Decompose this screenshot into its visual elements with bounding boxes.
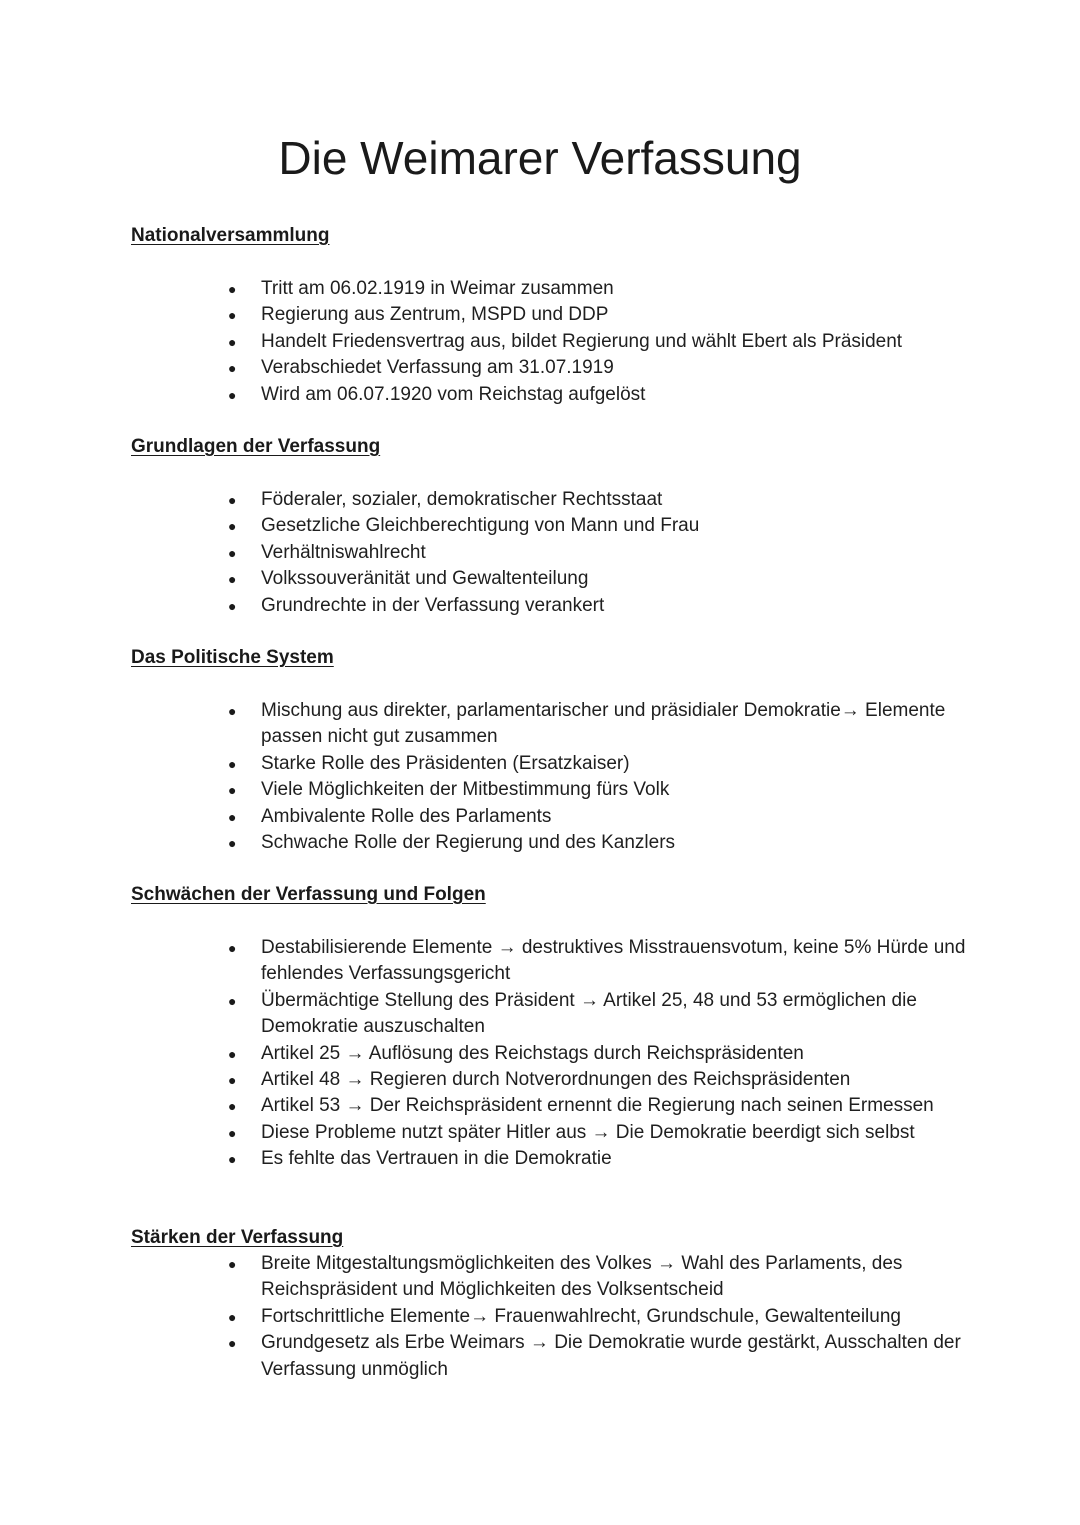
list-item: ● Diese Probleme nutzt später Hitler aus → Die Demokratie beerdigt sich selbst [226, 1120, 966, 1146]
bullet-icon: ● [228, 1308, 237, 1325]
list-item: ● Grundgesetz als Erbe Weimars → Die Demokratie wurde gestärkt, Ausschalten der Verfassung unmöglich [228, 1332, 961, 1380]
bullet-icon: ● [228, 597, 237, 614]
list-item: ● Verabschiedet Verfassung am 31.07.1919 [226, 355, 966, 381]
list-item: ● Breite Mitgestaltungsmöglichkeiten des Volkes → Wahl des Parlaments, des Reichspräsident und Möglichkeiten des Volksentscheid [228, 1253, 903, 1301]
bullet-icon: ● [228, 703, 237, 719]
list-item: ● Regierung aus Zentrum, MSPD und DDP [226, 302, 966, 328]
section-heading-schwaechen: Schwächen der Verfassung und Folgen [131, 884, 486, 905]
bullet-icon: ● [228, 1072, 237, 1089]
bullet-icon: ● [228, 782, 237, 799]
list-item: ● Artikel 25 → Auflösung des Reichstags durch Reichspräsidenten [226, 1041, 966, 1067]
bullet-list-staerken [226, 1251, 966, 1383]
list-item: ● Destabilisierende Elemente → destruktives Misstrauensvotum, keine 5% Hürde und fehlendes Verfassungsgericht [228, 937, 966, 985]
list-item: ● Wird am 06.07.1920 vom Reichstag aufgelöst [226, 382, 966, 408]
section-heading-staerken: Stärken der Verfassung [131, 1227, 344, 1248]
bullet-icon: ● [228, 1151, 237, 1168]
list-item: ● Es fehlte das Vertrauen in die Demokratie [226, 1146, 966, 1172]
list-item: ● Ambivalente Rolle des Parlaments [226, 804, 966, 830]
document-title: Die Weimarer Verfassung [278, 132, 802, 184]
bullet-list-schwaechen [226, 935, 966, 1173]
bullet-list-nationalversammlung [226, 276, 966, 408]
bullet-list-grundlagen [226, 487, 966, 619]
bullet-icon: ● [228, 835, 237, 852]
list-item: ● Artikel 48 → Regieren durch Notverordnungen des Reichspräsidenten [226, 1067, 966, 1093]
bullet-icon: ● [228, 1124, 237, 1141]
bullet-icon: ● [228, 755, 237, 772]
list-item: ● Mischung aus direkter, parlamentarischer und präsidialer Demokratie→ Elemente passen nicht gut zusammen [228, 700, 946, 748]
bullet-icon: ● [228, 1256, 237, 1272]
list-item: ● Tritt am 06.02.1919 in Weimar zusammen [226, 276, 966, 302]
bullet-icon: ● [228, 518, 237, 535]
section-heading-politisches-system: Das Politische System [131, 647, 334, 668]
bullet-icon: ● [228, 307, 237, 324]
bullet-icon: ● [228, 386, 237, 403]
section-heading-nationalversammlung: Nationalversammlung [131, 225, 330, 246]
bullet-icon: ● [228, 1098, 237, 1115]
bullet-icon: ● [228, 544, 237, 561]
list-item: ● Schwache Rolle der Regierung und des Kanzlers [226, 830, 966, 856]
bullet-icon: ● [228, 281, 237, 297]
list-item: ● Fortschrittliche Elemente→ Frauenwahlrecht, Grundschule, Gewaltenteilung [226, 1304, 966, 1330]
list-item: ● Gesetzliche Gleichberechtigung von Mann und Frau [226, 513, 966, 539]
bullet-icon: ● [228, 1045, 237, 1062]
bullet-icon: ● [228, 360, 237, 377]
list-item: ● Übermächtige Stellung des Präsident → Artikel 25, 48 und 53 ermöglichen die Demokratie auszuschalten [228, 989, 917, 1038]
bullet-icon: ● [228, 1335, 237, 1352]
list-item: ● Starke Rolle des Präsidenten (Ersatzkaiser) [226, 751, 966, 777]
list-item: ● Föderaler, sozialer, demokratischer Rechtsstaat [226, 487, 966, 513]
bullet-icon: ● [228, 492, 237, 508]
bullet-icon: ● [228, 571, 237, 588]
bullet-icon: ● [228, 992, 237, 1009]
list-item: ● Viele Möglichkeiten der Mitbestimmung fürs Volk [226, 777, 966, 803]
list-item: ● Verhältniswahlrecht [226, 540, 966, 566]
list-item: ● Handelt Friedensvertrag aus, bildet Regierung und wählt Ebert als Präsident [226, 329, 966, 355]
list-item: ● Artikel 53 → Der Reichspräsident ernennt die Regierung nach seinen Ermessen [226, 1093, 966, 1119]
bullet-list-politisches-system [226, 698, 966, 856]
section-heading-grundlagen: Grundlagen der Verfassung [131, 436, 381, 457]
list-item: ● Grundrechte in der Verfassung verankert [226, 593, 966, 619]
bullet-icon: ● [228, 333, 237, 350]
list-item: ● Volkssouveränität und Gewaltenteilung [226, 566, 966, 592]
bullet-icon: ● [228, 808, 237, 825]
bullet-icon: ● [228, 940, 237, 956]
